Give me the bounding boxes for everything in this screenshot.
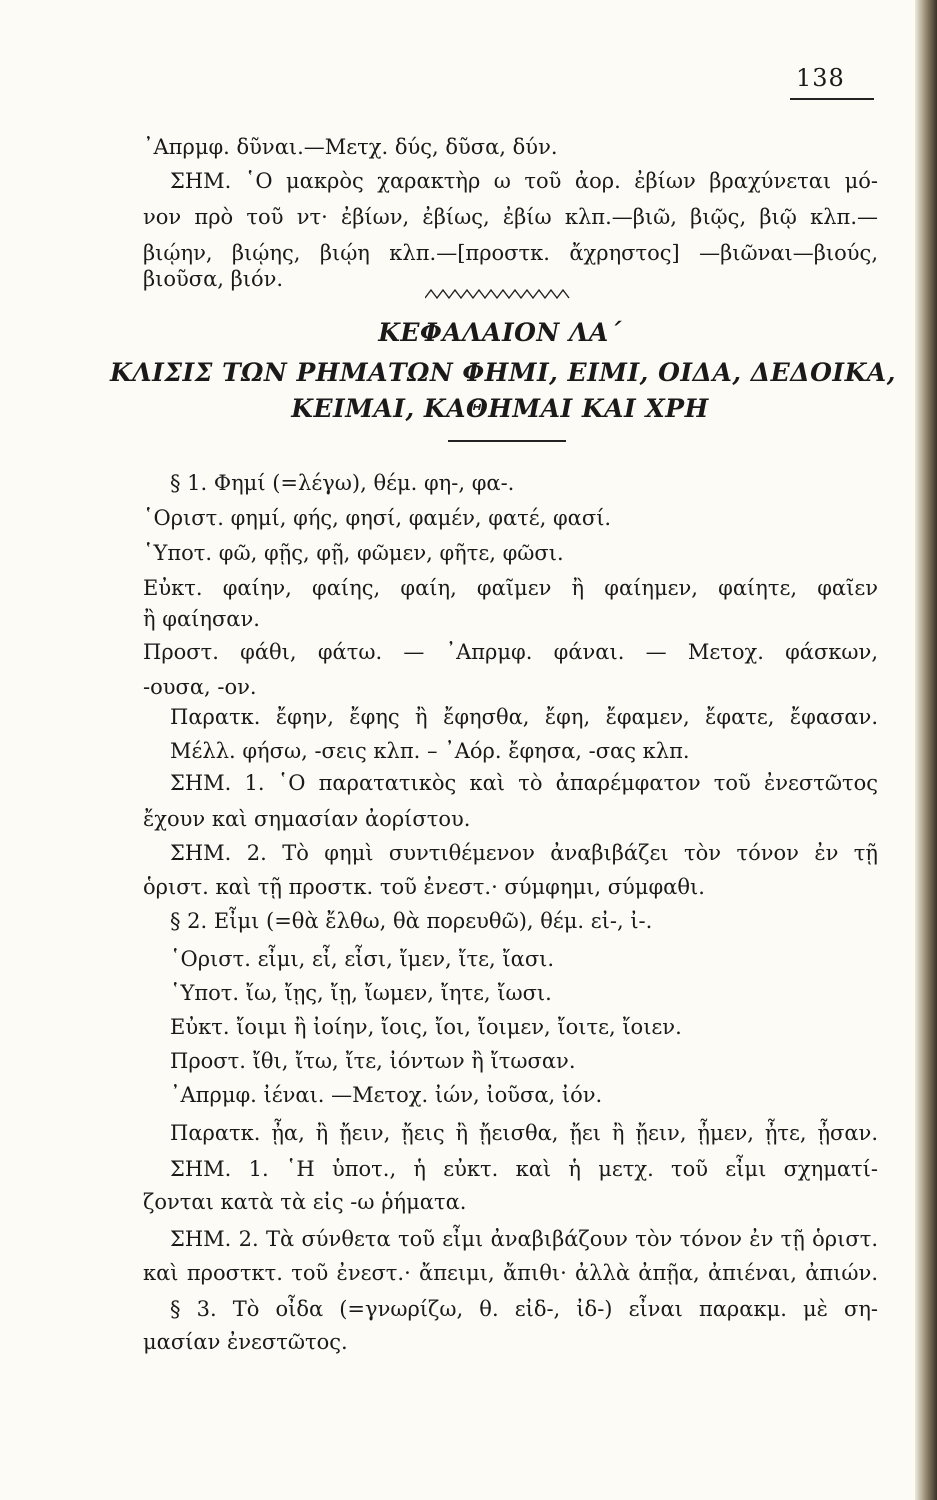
text-line: Προστ. ἴθι, ἴτω, ἴτε, ἰόντων ἢ ἴτωσαν. xyxy=(170,1049,576,1073)
text-line: ΣΗΜ. 2. Τὰ σύνθετα τοῦ εἶμι ἀναβιβάζουν τὸν τόνον ἐν τῇ ὁριστ. xyxy=(170,1227,878,1251)
chapter-subtitle: ΚΕΙΜΑΙ, ΚΑΘΗΜΑΙ ΚΑΙ ΧΡΗ xyxy=(291,394,709,423)
text-line: Μέλλ. φήσω, -σεις κλπ. – ᾿Αόρ. ἔφησα, -σας κλπ. xyxy=(170,739,690,763)
text-line: Παρατκ. ἔφην, ἔφης ἢ ἔφησθα, ἔφη, ἔφαμεν, ἔφατε, ἔφασαν. xyxy=(170,705,878,729)
page-number: 138 xyxy=(796,64,845,92)
page-edge xyxy=(915,0,937,1500)
text-line: ᾿Απρμφ. ἰέναι. —Μετοχ. ἰών, ἰοῦσα, ἰόν. xyxy=(170,1083,603,1107)
text-line: καὶ προστκτ. τοῦ ἐνεστ.· ἄπειμι, ἄπιθι· ἀλλὰ ἀπῇα, ἀπιέναι, ἀπιών. xyxy=(143,1261,878,1285)
text-line: Παρατκ. ᾖα, ἢ ᾔειν, ᾔεις ἢ ᾔεισθα, ᾔει ἢ ᾔειν, ᾖμεν, ᾖτε, ᾖσαν. xyxy=(170,1121,878,1145)
text-line: Προστ. φάθι, φάτω. — ᾿Απρμφ. φάναι. — Μετοχ. φάσκων, xyxy=(143,640,878,664)
text-line: νον πρὸ τοῦ ντ· ἐβίων, ἐβίως, ἐβίω κλπ.—βιῶ, βιῷς, βιῷ κλπ.— xyxy=(143,205,878,229)
text-line: ῾Οριστ. φημί, φής, φησί, φαμέν, φατέ, φασί. xyxy=(143,506,612,530)
chapter-title: ΚΕΦΑΛΑΙΟΝ ΛΑ΄ xyxy=(378,318,622,347)
text-line: ζονται κατὰ τὰ εἰς -ω ῥήματα. xyxy=(143,1190,467,1214)
text-line: ΣΗΜ. ῾Ο μακρὸς χαρακτὴρ ω τοῦ ἀορ. ἐβίων βραχύνεται μό- xyxy=(170,169,878,193)
page-number-rule xyxy=(790,98,874,100)
text-line: -ουσα, -ον. xyxy=(143,675,257,699)
text-line: ἔχουν καὶ σημασίαν ἀορίστου. xyxy=(143,807,471,831)
wavy-divider xyxy=(425,286,575,300)
heading-rule xyxy=(448,440,566,442)
text-line: § 2. Εἶμι (=θὰ ἔλθω, θὰ πορευθῶ), θέμ. εἰ-, ἰ-. xyxy=(170,909,653,933)
text-line: βιῴην, βιῴης, βιῴη κλπ.—[προστκ. ἄχρηστος] —βιῶναι—βιούς, xyxy=(143,241,878,265)
chapter-subtitle: ΚΛΙΣΙΣ ΤΩΝ ΡΗΜΑΤΩΝ ΦΗΜΙ, ΕΙΜΙ, ΟΙΔΑ, ΔΕΔΟΙΚΑ, xyxy=(110,358,896,387)
text-line: μασίαν ἐνεστῶτος. xyxy=(143,1330,348,1354)
text-line: βιοῦσα, βιόν. xyxy=(143,267,284,291)
text-line: ΣΗΜ. 2. Τὸ φημὶ συντιθέμενον ἀναβιβάζει τὸν τόνον ἐν τῇ xyxy=(170,841,878,865)
text-line: ΣΗΜ. 1. ῾Ο παρατατικὸς καὶ τὸ ἀπαρέμφατον τοῦ ἐνεστῶτος xyxy=(170,771,878,795)
text-line: Εὐκτ. φαίην, φαίης, φαίη, φαῖμεν ἢ φαίημεν, φαίητε, φαῖεν xyxy=(143,576,878,600)
text-line: ᾿Απρμφ. δῦναι.—Μετχ. δύς, δῦσα, δύν. xyxy=(143,135,558,159)
text-line: ὁριστ. καὶ τῇ προστκ. τοῦ ἐνεστ.· σύμφημι, σύμφαθι. xyxy=(143,875,705,899)
text-line: ῾Υποτ. φῶ, φῇς, φῇ, φῶμεν, φῆτε, φῶσι. xyxy=(143,541,564,565)
text-line: ἢ φαίησαν. xyxy=(143,607,260,631)
text-line: § 3. Τὸ οἶδα (=γνωρίζω, θ. εἰδ-, ἰδ-) εἶναι παρακμ. μὲ ση- xyxy=(170,1297,878,1321)
text-line: Εὐκτ. ἴοιμι ἢ ἰοίην, ἴοις, ἴοι, ἴοιμεν, ἴοιτε, ἴοιεν. xyxy=(170,1015,682,1039)
text-line: ΣΗΜ. 1. ῾Η ὑποτ., ἡ εὐκτ. καὶ ἡ μετχ. τοῦ εἶμι σχηματί- xyxy=(170,1157,878,1181)
text-line: ῾Υποτ. ἴω, ἴῃς, ἴῃ, ἴωμεν, ἴητε, ἴωσι. xyxy=(170,981,552,1005)
text-line: ῾Οριστ. εἶμι, εἶ, εἶσι, ἴμεν, ἴτε, ἴασι. xyxy=(170,947,555,971)
text-line: § 1. Φημί (=λέγω), θέμ. φη-, φα-. xyxy=(170,471,515,495)
